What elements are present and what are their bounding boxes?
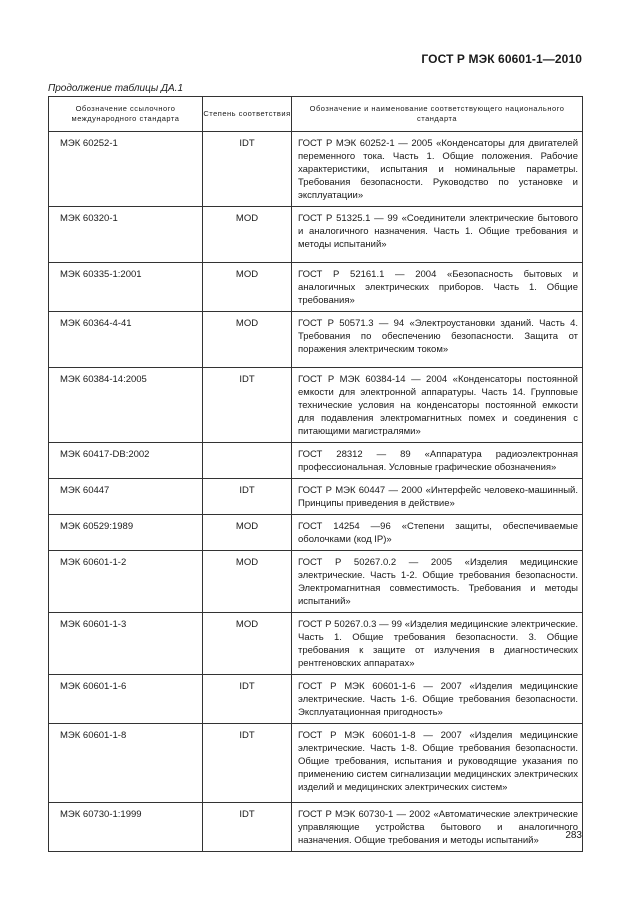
degree-cell: MOD [203, 263, 292, 312]
document-standard-header: ГОСТ Р МЭК 60601-1—2010 [421, 52, 582, 66]
degree-cell: IDT [203, 132, 292, 207]
national-standard-cell: ГОСТ Р МЭК 60384-14 — 2004 «Конденсаторы постоянной емкости для электронной аппаратуры. Часть 14. Групповые технические условия на конденсаторы постоянной емкости для подавления электромагнитных помех и соединения с питающими магистралями» [292, 368, 583, 443]
column-header-reference: Обозначение ссылочного международного стандарта [49, 97, 203, 132]
table-row [49, 443, 583, 479]
degree-cell: MOD [203, 312, 292, 368]
reference-standard-cell: МЭК 60320-1 [49, 207, 203, 263]
degree-cell [203, 443, 292, 479]
table-row [49, 312, 583, 368]
table-row [49, 479, 583, 515]
table-row [49, 263, 583, 312]
degree-cell: IDT [203, 724, 292, 803]
reference-standard-cell: МЭК 60529:1989 [49, 515, 203, 551]
reference-standard-cell: МЭК 60364-4-41 [49, 312, 203, 368]
degree-cell: MOD [203, 551, 292, 613]
national-standard-cell: ГОСТ 28312 — 89 «Аппаратура радиоэлектронная профессиональная. Условные графические обозначения» [292, 443, 583, 479]
standards-table [48, 96, 583, 852]
table-caption: Продолжение таблицы ДА.1 [48, 83, 184, 94]
reference-standard-cell: МЭК 60601-1-3 [49, 613, 203, 675]
degree-cell: IDT [203, 479, 292, 515]
national-standard-cell: ГОСТ Р МЭК 60601-1-6 — 2007 «Изделия медицинские электрические. Часть 1-6. Общие требования безопасности. Эксплуатационная пригодность» [292, 675, 583, 724]
column-header-degree: Степень соответствия [203, 97, 292, 132]
table-header-row [49, 97, 583, 132]
reference-standard-cell: МЭК 60601-1-8 [49, 724, 203, 803]
degree-cell: MOD [203, 207, 292, 263]
national-standard-cell: ГОСТ Р 50267.0.2 — 2005 «Изделия медицинские электрические. Часть 1-2. Общие требования безопасности. Электромагнитная совместимость. Требования и методы испытаний» [292, 551, 583, 613]
table-row [49, 132, 583, 207]
degree-cell: IDT [203, 675, 292, 724]
reference-standard-cell: МЭК 60730-1:1999 [49, 803, 203, 852]
column-header-national: Обозначение и наименование соответствующего национального стандарта [292, 97, 583, 132]
degree-cell: IDT [203, 368, 292, 443]
reference-standard-cell: МЭК 60335-1:2001 [49, 263, 203, 312]
degree-cell: MOD [203, 613, 292, 675]
table-row [49, 368, 583, 443]
table-row [49, 515, 583, 551]
table-row [49, 724, 583, 803]
national-standard-cell: ГОСТ Р МЭК 60252-1 — 2005 «Конденсаторы для двигателей переменного тока. Часть 1. Общие положения. Рабочие характеристики, испытания и номинальные параметры. Требования безопасности. Руководство по установке и эксплуатации» [292, 132, 583, 207]
national-standard-cell: ГОСТ Р 50571.3 — 94 «Электроустановки зданий. Часть 4. Требования по обеспечению безопасности. Защита от поражения электрическим током» [292, 312, 583, 368]
national-standard-cell: ГОСТ 14254 —96 «Степени защиты, обеспечиваемые оболочками (код IP)» [292, 515, 583, 551]
reference-standard-cell: МЭК 60447 [49, 479, 203, 515]
degree-cell: IDT [203, 803, 292, 852]
national-standard-cell: ГОСТ Р 52161.1 — 2004 «Безопасность бытовых и аналогичных электрических приборов. Часть 1. Общие требования» [292, 263, 583, 312]
reference-standard-cell: МЭК 60601-1-6 [49, 675, 203, 724]
national-standard-cell: ГОСТ Р 50267.0.3 — 99 «Изделия медицинские электрические. Часть 1. Общие требования безопасности. 3. Общие требования к защите от излучения в диагностических рентгеновских аппаратах» [292, 613, 583, 675]
table-row [49, 675, 583, 724]
national-standard-cell: ГОСТ Р МЭК 60601-1-8 — 2007 «Изделия медицинские электрические. Часть 1-8. Общие требования безопасности. Общие требования, испытания и руководящие указания по применению систем сигнализации медицинских электрических изделий и медицинских электрических систем» [292, 724, 583, 803]
national-standard-cell: ГОСТ Р 51325.1 — 99 «Соединители электрические бытового и аналогичного назначения. Часть 1. Общие требования и методы испытаний» [292, 207, 583, 263]
national-standard-cell: ГОСТ Р МЭК 60447 — 2000 «Интерфейс человеко-машинный. Принципы приведения в действие» [292, 479, 583, 515]
table-row [49, 803, 583, 852]
reference-standard-cell: МЭК 60384-14:2005 [49, 368, 203, 443]
national-standard-cell: ГОСТ Р МЭК 60730-1 — 2002 «Автоматические электрические управляющие устройства бытового и аналогичного назначения. Общие требования и методы испытаний» [292, 803, 583, 852]
table-row [49, 551, 583, 613]
reference-standard-cell: МЭК 60601-1-2 [49, 551, 203, 613]
page-number: 283 [565, 830, 582, 841]
reference-standard-cell: МЭК 60252-1 [49, 132, 203, 207]
table-row [49, 613, 583, 675]
table-row [49, 207, 583, 263]
degree-cell: MOD [203, 515, 292, 551]
reference-standard-cell: МЭК 60417-DB:2002 [49, 443, 203, 479]
